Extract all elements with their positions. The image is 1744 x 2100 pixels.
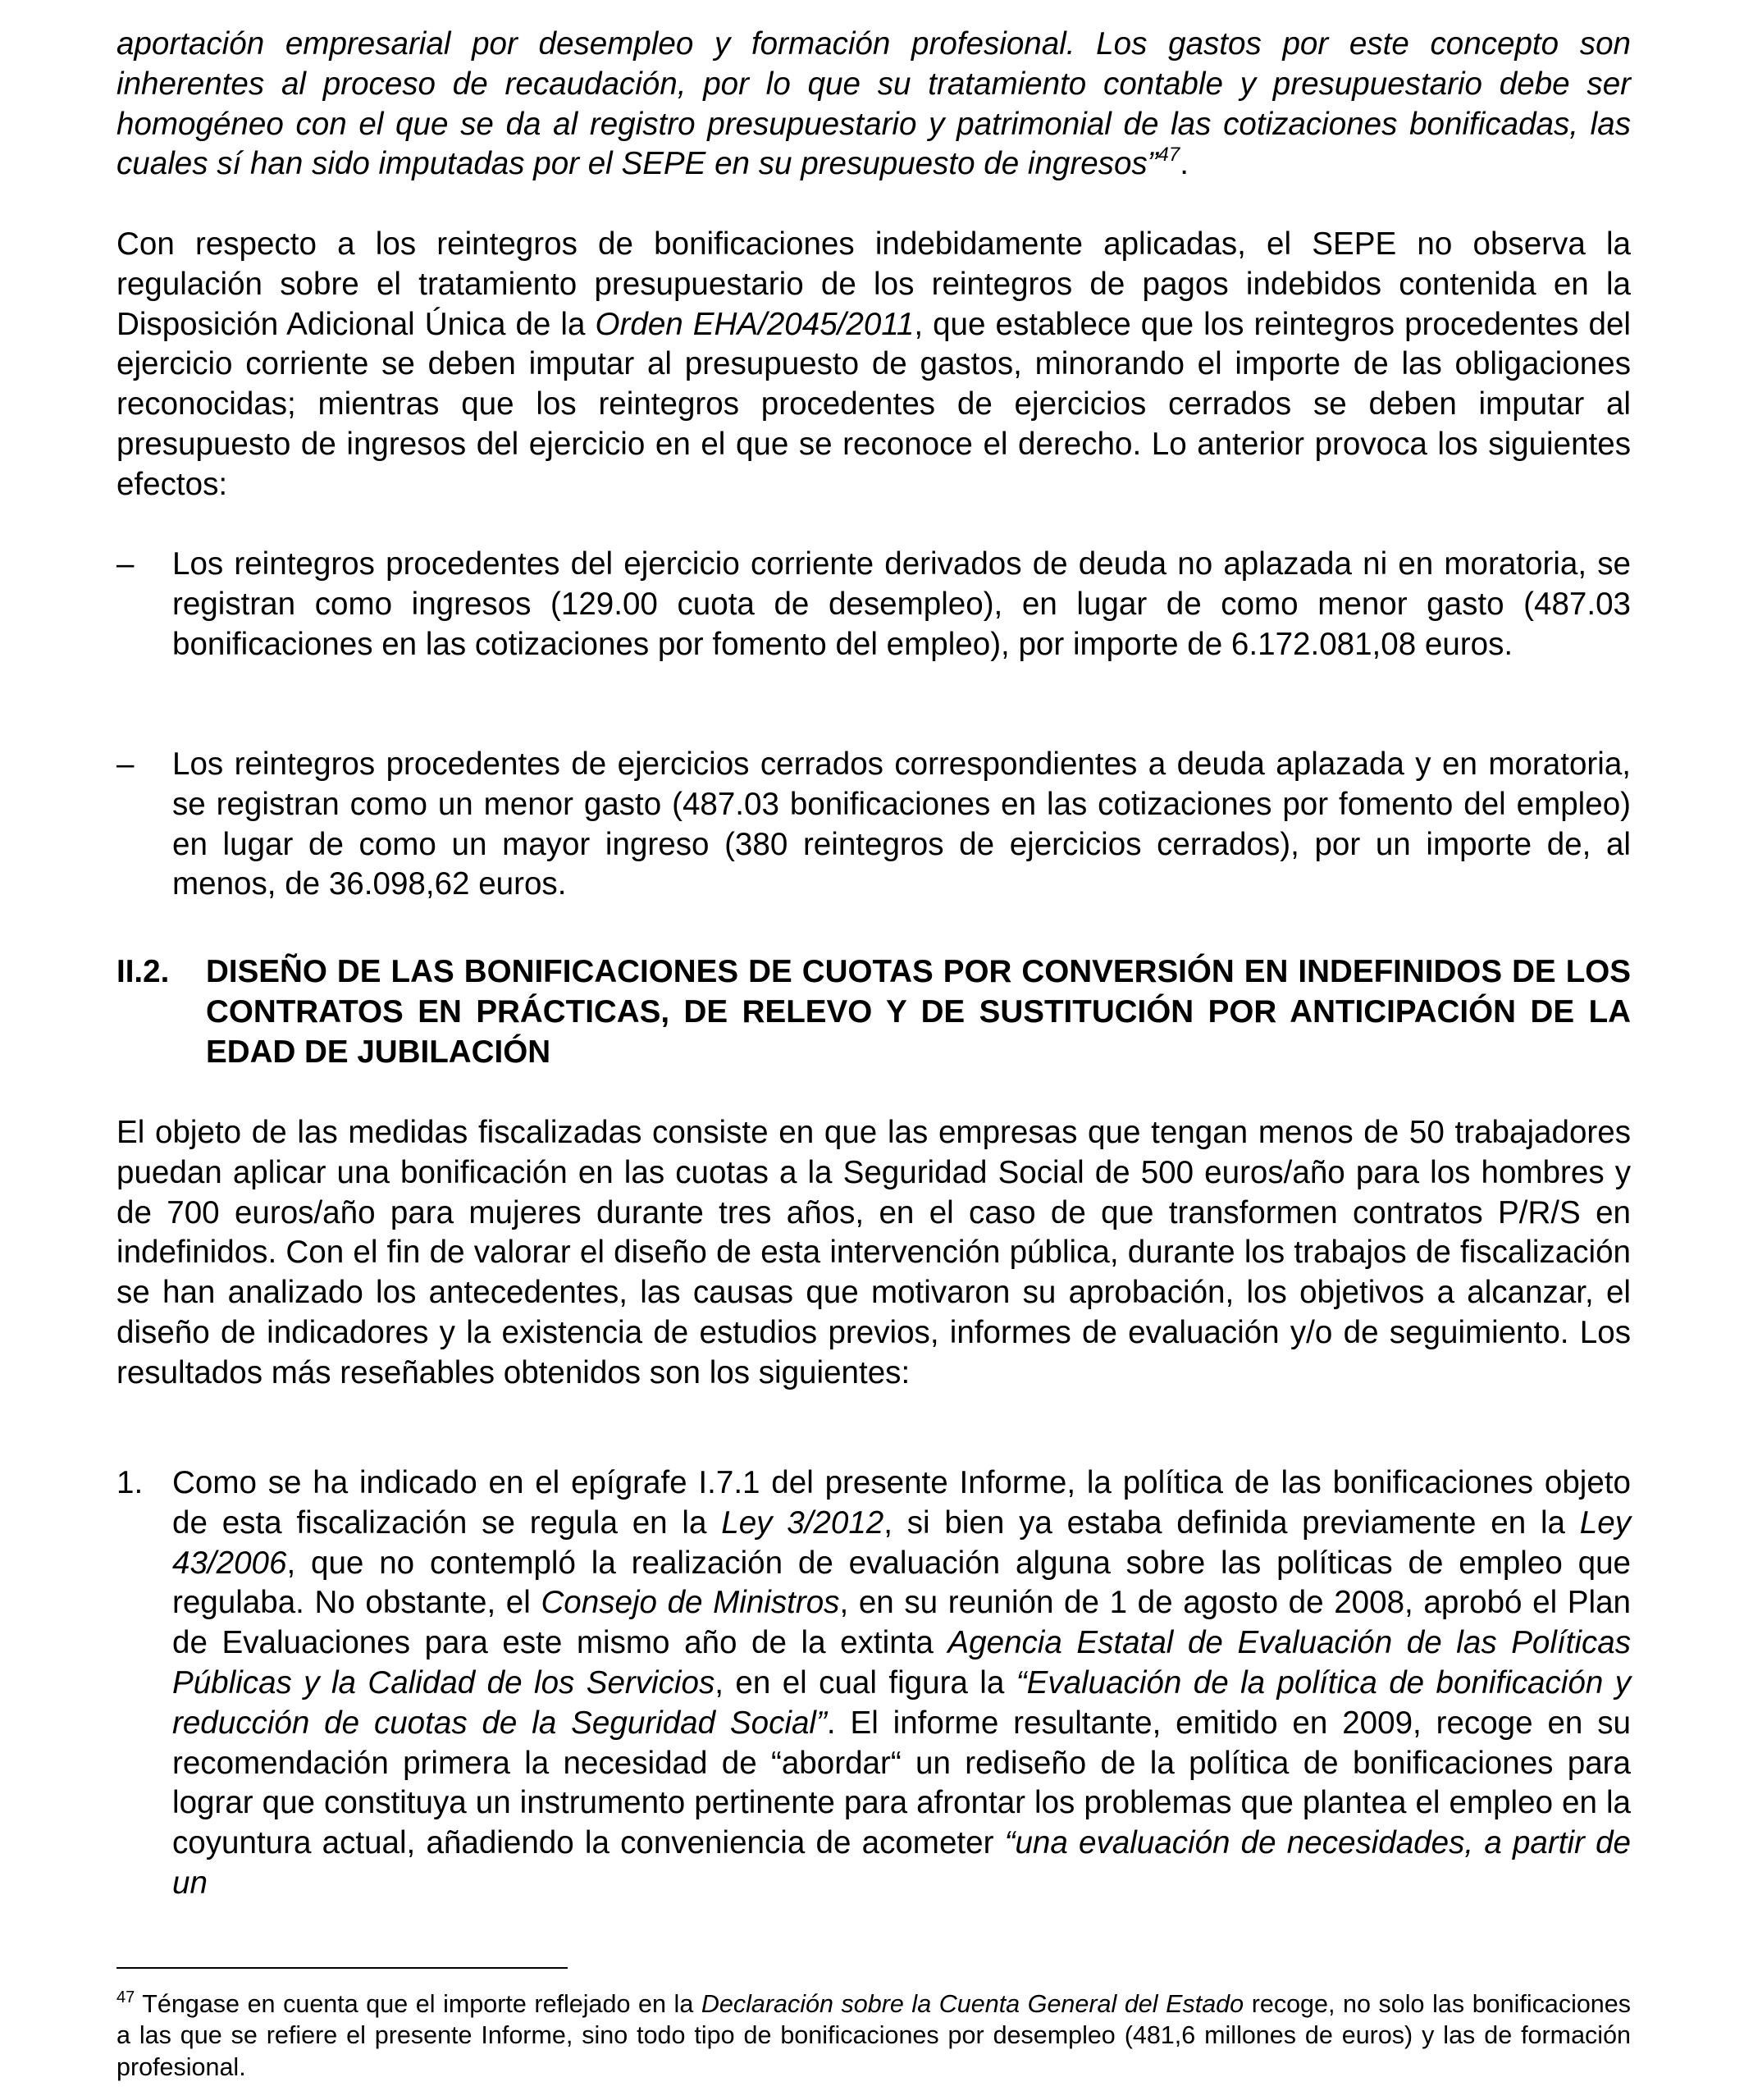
paragraph-text: , que establece que los reintegros procedentes del ejercicio corriente se deben imputar al presupuesto de gastos, minorando el importe de las obligaciones reconocidas; mientras que los reintegros procedentes de ejercicios cerrados se deben imputar al presupuesto de ingresos del ejercicio en el que se reconoce el derecho. Lo anterior provoca los siguientes efectos:	[116, 306, 1631, 502]
law-reference: Ley 3/2012	[721, 1504, 884, 1541]
quote-end: .	[1180, 146, 1189, 182]
footnote: $^{47}$ Téngase en cuenta que el importe reflejado en la Declaración sobre la Cuenta General del Estado recoge, no solo las bonificaciones a las que se refiere el presente Informe, sino todo tipo de bonificaciones por desempleo (481,6 millones de euros) y las de formación profesional.	[116, 1988, 1631, 2081]
document-reference: Declaración sobre la Cuenta General del Estado	[701, 1990, 1244, 2018]
quote-text: aportación empresarial por desempleo y formación profesional. Los gastos por este concepto son inherentes al proceso de recaudación, por lo que su tratamiento contable y presupuestario debe ser homogéneo con el que se da al registro presupuestario y patrimonial de las cotizaciones bonificadas, las cuales sí han sido imputadas por el SEPE en su presupuesto de ingresos”	[116, 26, 1631, 182]
bullet-dash: –	[116, 546, 135, 582]
footnote-number: 47	[116, 1988, 135, 2006]
quote-continuation	[116, 25, 1631, 185]
bullet-dash: –	[116, 746, 135, 782]
section-number: II.2.	[116, 954, 170, 989]
list-number: 1.	[116, 1465, 144, 1500]
law-reference: Ley 43/2006	[172, 1504, 1631, 1581]
paragraph-text: Con respecto a los reintegros de bonificaciones indebidamente aplicadas, el SEPE no observa la regulación sobre el tratamiento presupuestario de los reintegros de pagos indebidos contenida en la Disposición Adicional Única de la	[116, 226, 1631, 342]
evaluation-title: “Evaluación de la política de bonificación y reducción de cuotas de la Seguridad Social”	[172, 1664, 1631, 1741]
reintegros-paragraph	[116, 225, 1631, 505]
footnote-separator	[116, 1967, 568, 1969]
effect-item: Los reintegros procedentes del ejercicio corriente derivados de deuda no aplazada ni en moratoria, se registran como ingresos (129.00 cuota de desempleo), en lugar de como menor gasto (487.03 bonificaciones en las cotizaciones por fomento del empleo), por importe de 6.172.081,08 euros.	[172, 546, 1631, 662]
quoted-recommendation: “una evaluación de necesidades, a partir de un	[172, 1825, 1631, 1901]
institution-name: Consejo de Ministros	[541, 1585, 840, 1621]
objective-paragraph: El objeto de las medidas fiscalizadas consiste en que las empresas que tengan menos de 50 trabajadores puedan aplicar una bonificación en las cuotas a la Seguridad Social de 500 euros/año para los hombres y de 700 euros/año para mujeres durante tres años, en el caso de que transformen contratos P/R/S en indefinidos. Con el fin de valorar el diseño de esta intervención pública, durante los trabajos de fiscalización se han analizado los antecedentes, las causas que motivaron su aprobación, los objetivos a alcanzar, el diseño de indicadores y la existencia de estudios previos, informes de evaluación y/o de seguimiento. Los resultados más reseñables obtenidos son los siguientes:	[116, 1115, 1631, 1390]
footnote-reference[interactable]: 47	[1157, 144, 1180, 167]
legal-reference: Orden EHA/2045/2011	[595, 306, 915, 342]
effect-item: Los reintegros procedentes de ejercicios cerrados correspondientes a deuda aplazada y en moratoria, se registran como un menor gasto (487.03 bonificaciones en las cotizaciones por fomento del empleo) en lugar de como un mayor ingreso (380 reintegros de ejercicios cerrados), por un importe de, al menos, de 36.098,62 euros.	[172, 746, 1631, 902]
finding-item: Como se ha indicado en el epígrafe I.7.1 del presente Informe, la política de las bonificaciones objeto de esta fiscalización se regula en la Ley 3/2012, si bien ya estaba definida previamente en la Ley 43/2006, que no contempló la realización de evaluación alguna sobre las políticas de empleo que regulaba. No obstante, el Consejo de Ministros, en su reunión de 1 de agosto de 2008, aprobó el Plan de Evaluaciones para este mismo año de la extinta Agencia Estatal de Evaluación de las Políticas Públicas y la Calidad de los Servicios, en el cual figura la “Evaluación de la política de bonificación y reducción de cuotas de la Seguridad Social”. El informe resultante, emitido en 2009, recoge en su recomendación primera la necesidad de “abordar“ un rediseño de la política de bonificaciones para lograr que constituya un instrumento pertinente para afrontar los problemas que plantea el empleo en la coyuntura actual, añadiendo la conveniencia de acometer “una evaluación de necesidades, a partir de un	[172, 1465, 1632, 1901]
section-heading: DISEÑO DE LAS BONIFICACIONES DE CUOTAS POR CONVERSIÓN EN INDEFINIDOS DE LOS CONTRATOS EN PRÁCTICAS, DE RELEVO Y DE SUSTITUCIÓN POR ANTICIPACIÓN DE LA EDAD DE JUBILACIÓN	[206, 954, 1631, 1070]
institution-name: Agencia Estatal de Evaluación de las Políticas Públicas y la Calidad de los Servicios	[172, 1625, 1632, 1701]
